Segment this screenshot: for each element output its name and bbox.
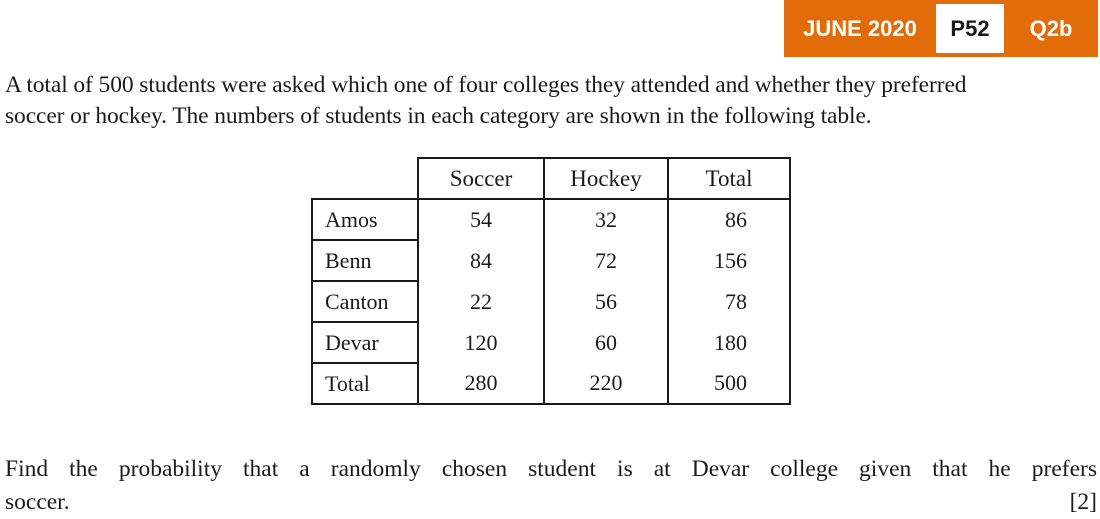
table-row xyxy=(312,199,790,240)
row-label-amos: Amos xyxy=(312,199,418,240)
question-line-2 xyxy=(5,486,1097,519)
cell-total-hockey: 220 xyxy=(544,363,668,404)
cell-benn-hockey: 72 xyxy=(544,240,668,281)
question-line-2-text: soccer. xyxy=(5,489,70,515)
cell-benn-soccer: 84 xyxy=(418,240,544,281)
row-label-total: Total xyxy=(312,363,418,404)
problem-intro xyxy=(5,70,1100,132)
cell-devar-total: 180 xyxy=(668,322,790,363)
cell-amos-total: 86 xyxy=(668,199,790,240)
table-row xyxy=(312,322,790,363)
column-header-hockey: Hockey xyxy=(544,158,668,199)
cell-grand-total: 500 xyxy=(668,363,790,404)
column-header-soccer: Soccer xyxy=(418,158,544,199)
intro-line-2: soccer or hockey. The numbers of students in each category are shown in the following table. xyxy=(5,103,872,129)
college-sport-table xyxy=(311,157,791,405)
table-row xyxy=(312,240,790,281)
cell-total-soccer: 280 xyxy=(418,363,544,404)
cell-devar-hockey: 60 xyxy=(544,322,668,363)
row-label-benn: Benn xyxy=(312,240,418,281)
cell-amos-hockey: 32 xyxy=(544,199,668,240)
question-number-label: Q2b xyxy=(1029,15,1073,41)
column-header-total: Total xyxy=(668,158,790,199)
paper-code-label: P52 xyxy=(936,4,1004,53)
exam-session-label: JUNE 2020 xyxy=(803,15,917,41)
row-label-devar: Devar xyxy=(312,322,418,363)
question-line-1: Find the probability that a randomly chosen student is at Devar college given that he prefers xyxy=(5,456,1097,482)
question-reference-badge xyxy=(784,0,1098,57)
intro-line-1: A total of 500 students were asked which one of four colleges they attended and whether they preferred xyxy=(5,72,967,98)
cell-canton-soccer: 22 xyxy=(418,281,544,322)
cell-canton-hockey: 56 xyxy=(544,281,668,322)
cell-canton-total: 78 xyxy=(668,281,790,322)
cell-benn-total: 156 xyxy=(668,240,790,281)
cell-devar-soccer: 120 xyxy=(418,322,544,363)
table-row xyxy=(312,363,790,404)
table-corner-cell xyxy=(312,158,418,199)
table-header-row xyxy=(312,158,790,199)
row-label-canton: Canton xyxy=(312,281,418,322)
cell-amos-soccer: 54 xyxy=(418,199,544,240)
marks-label: [2] xyxy=(1069,489,1097,515)
table-row xyxy=(312,281,790,322)
question-prompt xyxy=(5,453,1097,519)
